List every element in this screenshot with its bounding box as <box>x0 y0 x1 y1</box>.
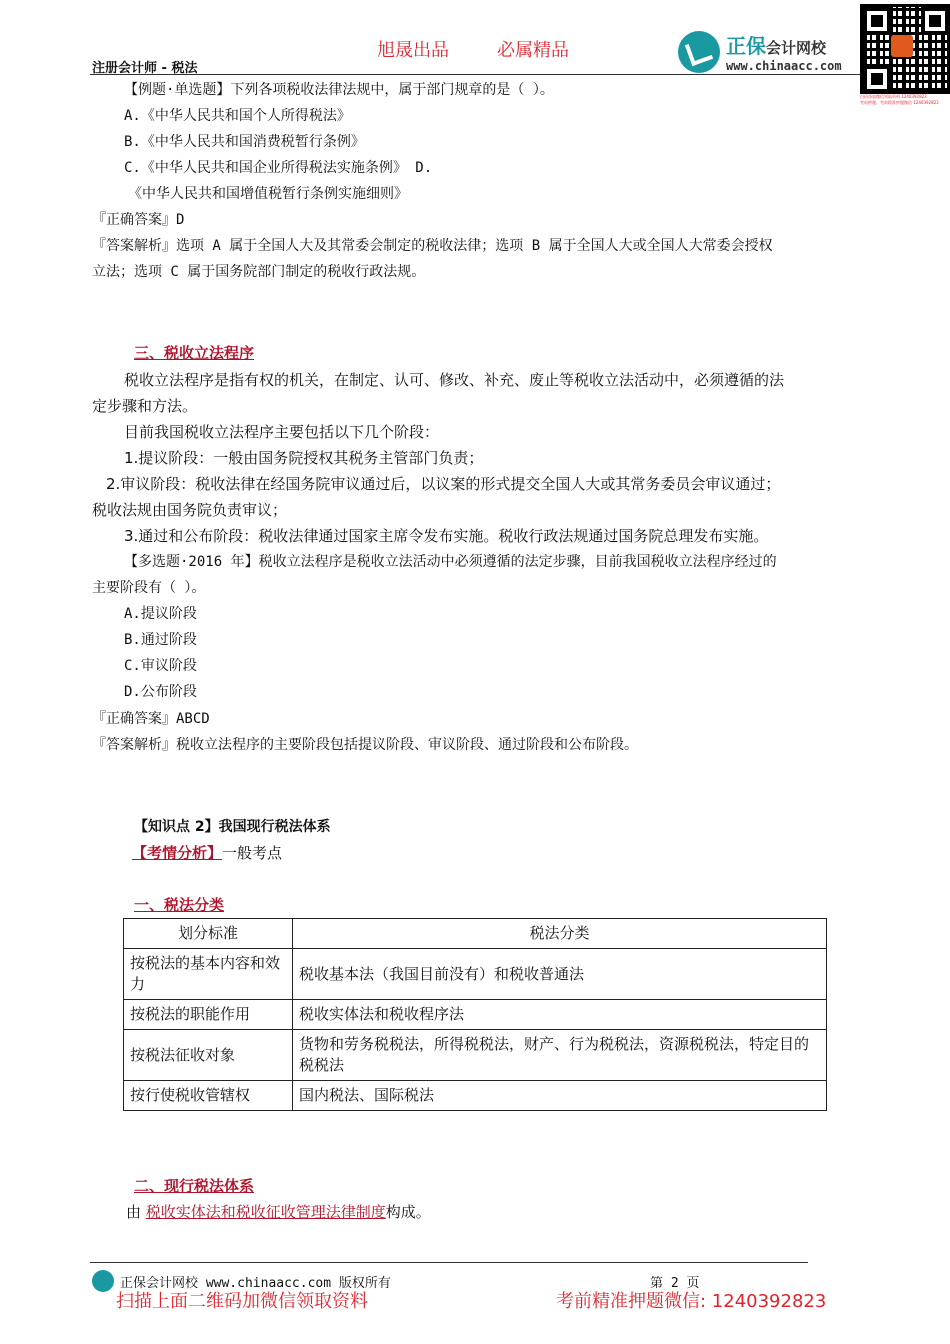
table-row <box>124 949 827 1000</box>
footer-copyright: 正保会计网校 www.chinaacc.com 版权所有 <box>120 1276 391 1291</box>
example2-answer: 『正确答案』ABCD <box>92 711 210 727</box>
section3-paragraph-1b: 定步骤和方法。 <box>92 397 198 415</box>
section-title-current-system: 二、现行税法体系 <box>134 1177 255 1195</box>
example1-option-a: A.《中华人民共和国个人所得税法》 <box>124 108 351 124</box>
example2-option-c: C.审议阶段 <box>124 658 197 674</box>
header-divider <box>90 74 860 75</box>
table-header-row <box>124 919 827 949</box>
section3-stage-2a: 2.审议阶段：税收法律在经国务院审议通过后，以议案的形式提交全国人大或其常务委员会审议通过； <box>106 475 781 493</box>
header-slogan-right: 必属精品 <box>497 40 569 61</box>
example1-answer: 『正确答案』D <box>92 212 185 228</box>
example2-option-a: A.提议阶段 <box>124 606 197 622</box>
table-cell-criterion: 按税法的基本内容和效力 <box>124 949 293 1000</box>
footer-promo-left: 扫描上面二维码加微信领取资料 <box>116 1291 368 1312</box>
doc-title: 注册会计师 - 税法 <box>92 61 198 76</box>
table-row <box>124 1081 827 1111</box>
qr-finder-icon <box>863 7 891 35</box>
system-highlight: 税收实体法和税收征收管理法律制度 <box>145 1203 386 1221</box>
section3-stage-2b: 税收法规由国务院负责审议； <box>92 501 288 519</box>
table-cell-category: 税收基本法（我国目前没有）和税收普通法 <box>293 949 827 1000</box>
exam-analysis-value: 一般考点 <box>222 844 283 862</box>
qr-caption-2: 考前押题，考前精准押题微信 1240392823 <box>860 100 939 105</box>
system-suffix: 构成。 <box>385 1203 431 1221</box>
example1-option-d: 《中华人民共和国增值税暂行条例实施细则》 <box>128 186 408 202</box>
table-cell-criterion: 按税法征收对象 <box>124 1030 293 1081</box>
footer-promo-right: 考前精准押题微信: 1240392823 <box>556 1291 827 1312</box>
section-title-legislation-procedure: 三、税收立法程序 <box>134 344 255 362</box>
example2-stem-b: 主要阶段有（ ）。 <box>92 580 206 596</box>
table-cell-category: 国内税法、国际税法 <box>293 1081 827 1111</box>
example1-stem: 【例题·单选题】下列各项税收法律法规中，属于部门规章的是（ ）。 <box>124 82 554 98</box>
logo-sub: 会计网校 <box>766 39 827 57</box>
exam-analysis-label: 【考情分析】 <box>132 844 223 862</box>
knowledge-point-title: 【知识点 2】我国现行税法体系 <box>134 819 331 835</box>
example1-analysis-2: 立法；选项 C 属于国务院部门制定的税收行政法规。 <box>92 264 426 280</box>
section3-paragraph-1a: 税收立法程序是指有权的机关，在制定、认可、修改、补充、废止等税收立法活动中，必须遵循的法 <box>124 371 785 389</box>
example1-analysis-1: 『答案解析』选项 A 属于全国人大及其常委会制定的税收法律；选项 B 属于全国人大或全国人大常委会授权 <box>92 238 773 254</box>
example1-option-c: C.《中华人民共和国企业所得税法实施条例》 D. <box>124 160 433 176</box>
table-row <box>124 1000 827 1030</box>
table-row <box>124 1030 827 1081</box>
example2-analysis: 『答案解析』税收立法程序的主要阶段包括提议阶段、审议阶段、通过阶段和公布阶段。 <box>92 737 638 753</box>
current-system-sentence <box>126 1200 431 1224</box>
table-cell-criterion: 按税法的职能作用 <box>124 1000 293 1030</box>
footer-logo-icon <box>92 1270 114 1292</box>
footer-page-number: 第 2 页 <box>650 1276 700 1291</box>
table-cell-category: 税收实体法和税收程序法 <box>293 1000 827 1030</box>
logo-name: 正保 <box>726 34 766 58</box>
section3-stage-1: 1.提议阶段：一般由国务院授权其税务主管部门负责； <box>124 449 484 467</box>
qr-finder-icon <box>863 65 891 93</box>
section-title-tax-classification: 一、税法分类 <box>134 896 225 914</box>
example2-option-d: D.公布阶段 <box>124 684 197 700</box>
exam-analysis <box>132 841 282 865</box>
qr-caption-1: 扫码添加微信领取资料 1240392823 <box>860 94 927 99</box>
wechat-qr-code <box>860 4 950 106</box>
section3-paragraph-2: 目前我国税收立法程序主要包括以下几个阶段： <box>124 423 440 441</box>
table-header-cell: 划分标准 <box>124 919 293 949</box>
header-slogan-left: 旭晟出品 <box>377 40 449 61</box>
example2-option-b: B.通过阶段 <box>124 632 197 648</box>
logo-icon <box>678 31 720 73</box>
example1-option-b: B.《中华人民共和国消费税暂行条例》 <box>124 134 365 150</box>
tax-classification-table <box>123 918 827 1111</box>
table-cell-category: 货物和劳务税税法，所得税税法，财产、行为税税法，资源税税法，特定目的税税法 <box>293 1030 827 1081</box>
system-prefix: 由 <box>126 1203 146 1221</box>
table-header-cell: 税法分类 <box>293 919 827 949</box>
example2-stem-a: 【多选题·2016 年】税收立法程序是税收立法活动中必须遵循的法定步骤，目前我国税收立法程序经过的 <box>124 554 777 570</box>
section3-stage-3: 3.通过和公布阶段：税收法律通过国家主席令发布实施。税收行政法规通过国务院总理发布实施。 <box>124 527 769 545</box>
qr-center-badge-icon <box>891 35 913 57</box>
table-cell-criterion: 按行使税收管辖权 <box>124 1081 293 1111</box>
chinaacc-logo <box>678 30 842 73</box>
footer-divider <box>90 1262 808 1263</box>
qr-finder-icon <box>921 7 949 35</box>
logo-url: www.chinaacc.com <box>726 59 842 73</box>
